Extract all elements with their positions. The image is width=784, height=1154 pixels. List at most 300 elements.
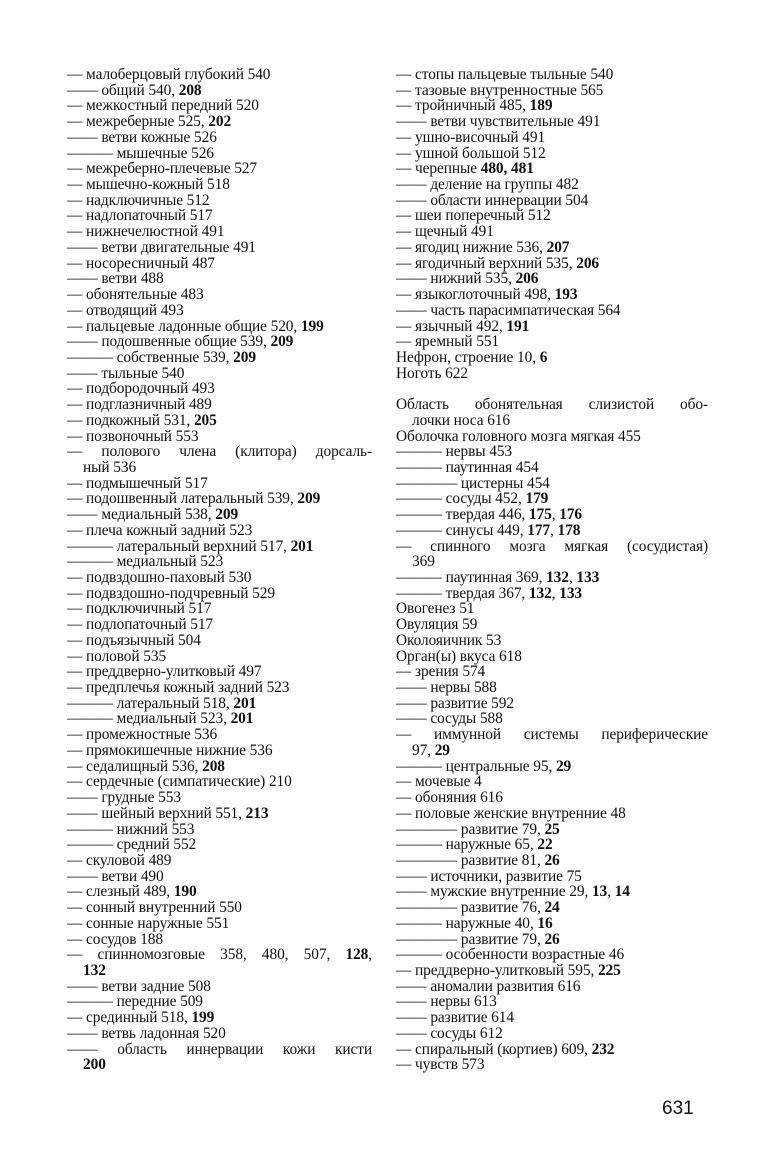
index-entry [396, 67, 708, 83]
index-entry [67, 633, 372, 649]
entry-text: — сонный внутренний 550 [67, 899, 242, 917]
index-entry [396, 1010, 708, 1026]
index-entry [396, 271, 708, 287]
entry-text: — сердечные (симпатические) 210 [67, 773, 292, 791]
entry-bold-page: 6 [539, 348, 548, 366]
entry-text: — подошвенный латеральный 539, [67, 490, 298, 508]
entry-text: —— развитие 614 [396, 1009, 514, 1027]
entry-text: — межреберно-плечевые 527 [67, 160, 257, 178]
index-entry [396, 476, 708, 492]
entry-bold-page: 178 [557, 521, 581, 539]
index-entry [67, 664, 372, 680]
entry-text: —— сосуды 588 [396, 710, 503, 728]
entry-text: — спиральный (кортиев) 609, [396, 1040, 592, 1058]
index-entry [67, 319, 372, 335]
index-entry [396, 822, 708, 838]
page-number: 631 [662, 1098, 694, 1119]
index-entry [396, 649, 708, 665]
index-entry [67, 491, 372, 507]
entry-text: — предплечья кожный задний 523 [67, 679, 290, 697]
entry-text: — надключичные 512 [67, 191, 210, 209]
entry-bold-page: 26 [544, 851, 560, 869]
index-entry [396, 539, 708, 570]
entry-continuation [396, 554, 708, 570]
entry-text: — мышечно-кожный 518 [67, 176, 230, 194]
entry-text: Ноготь 622 [396, 364, 468, 382]
index-entry [67, 161, 372, 177]
index-entry [67, 759, 372, 775]
entry-text: — тазовые внутренностные 565 [396, 81, 604, 99]
entry-text: —— ветви 490 [67, 867, 164, 885]
index-entry [396, 177, 708, 193]
index-entry [396, 916, 708, 932]
entry-bold-page: 128 [345, 946, 369, 964]
entry-text: — подмышечный 517 [67, 474, 208, 492]
entry-bold-page: 25 [544, 820, 560, 838]
entry-continuation [396, 743, 708, 759]
entry-text: Околояичник 53 [396, 631, 502, 649]
index-entry [396, 397, 708, 428]
entry-bold-page: 175 [528, 506, 552, 524]
index-entry [396, 523, 708, 539]
entry-text: — подключичный 517 [67, 600, 212, 618]
index-entry [396, 460, 708, 476]
index-entry [67, 67, 372, 83]
index-entry [396, 366, 708, 382]
entry-text: ——— наружные 65, [396, 836, 538, 854]
entry-text: ——— передние 509 [67, 993, 203, 1011]
entry-bold-page: 213 [245, 804, 269, 822]
index-entry [67, 224, 372, 240]
entry-text: — шеи поперечный 512 [396, 207, 551, 225]
entry-bold-page: 480, 481 [480, 160, 534, 178]
entry-text: —— ветви 488 [67, 270, 164, 288]
index-entry [67, 837, 372, 853]
entry-text: — стопы пальцевые тыльные 540 [396, 66, 614, 83]
index-entry [396, 759, 708, 775]
entry-text: — седалищный 536, [67, 757, 203, 775]
entry-text: — половые женские внутренние 48 [396, 804, 626, 822]
entry-text: —— области иннервации 504 [396, 191, 589, 209]
index-entry [396, 900, 708, 916]
index-entry [396, 601, 708, 617]
index-entry [67, 743, 372, 759]
entry-text: ———— развитие 81, [396, 851, 545, 869]
index-entry [396, 790, 708, 806]
entry-text: — пальцевые ладонные общие 520, [67, 317, 301, 335]
entry-text: — подлопаточный 517 [67, 616, 214, 634]
entry-bold-page: 132 [83, 961, 106, 979]
entry-text: — язычный 492, [396, 317, 507, 335]
index-entry [396, 1042, 708, 1058]
index-entry [67, 1026, 372, 1042]
index-entry [396, 240, 708, 256]
index-entry [396, 869, 708, 885]
entry-bold-page: 176 [559, 506, 583, 524]
index-entry [396, 979, 708, 995]
index-entry [396, 491, 708, 507]
index-entry [67, 853, 372, 869]
index-entry [67, 523, 372, 539]
index-entry [396, 350, 708, 366]
entry-text: ——— собственные 539, [67, 348, 234, 366]
index-entry [396, 806, 708, 822]
index-entry [396, 696, 708, 712]
index-entry [67, 130, 372, 146]
index-entry [396, 586, 708, 602]
index-entry [67, 979, 372, 995]
index-entry [396, 711, 708, 727]
entry-text: —— подошвенные общие 539, [67, 333, 271, 351]
entry-text: ——— синусы 449, [396, 521, 528, 539]
index-entry [67, 617, 372, 633]
entry-bold-page: 13 [591, 883, 608, 901]
entry-text: — сонные наружные 551 [67, 914, 230, 932]
entry-bold-page: 199 [191, 1009, 215, 1027]
entry-text: — спинномозговые 358, 480, 507, [67, 946, 346, 964]
index-entry [396, 224, 708, 240]
index-entry [67, 680, 372, 696]
entry-text: — ягодиц нижние 536, [396, 238, 547, 256]
entry-bold-page: 201 [290, 537, 314, 555]
entry-text: ——— латеральный верхний 517, [67, 537, 291, 555]
entry-bold-page: 209 [233, 348, 256, 366]
entry-text: — чувств 573 [396, 1056, 485, 1074]
entry-text: — подбородочный 493 [67, 380, 215, 398]
entry-text: — ушно-височный 491 [396, 128, 546, 146]
index-entry [67, 287, 372, 303]
entry-text: —— сосуды 612 [396, 1024, 503, 1042]
entry-bold-page: 193 [554, 286, 578, 304]
entry-continuation [67, 963, 372, 979]
index-entry [67, 916, 372, 932]
index-entry [67, 381, 372, 397]
entry-separator: , [368, 946, 372, 964]
entry-text: — надлопаточный 517 [67, 207, 213, 225]
entry-bold-page: 202 [208, 113, 232, 131]
entry-text: — тройничный 485, [396, 97, 530, 115]
entry-text: — половой 535 [67, 647, 167, 665]
index-entry [396, 570, 708, 586]
index-entry [67, 869, 372, 885]
entry-text: —— развитие 592 [396, 694, 514, 712]
entry-text: — нижнечелюстной 491 [67, 223, 225, 241]
index-entry [396, 680, 708, 696]
entry-text: —— шейный верхний 551, [67, 804, 246, 822]
entry-text: — промежностные 536 [67, 726, 218, 744]
index-entry [396, 83, 708, 99]
entry-bold-page: 24 [544, 899, 560, 917]
index-entry [396, 334, 708, 350]
entry-text: —— аномалии развития 616 [396, 977, 581, 995]
index-entry [67, 397, 372, 413]
entry-bold-page: 132 [546, 569, 569, 586]
index-entry [67, 900, 372, 916]
index-entry [396, 774, 708, 790]
entry-bold-page: 209 [297, 490, 321, 508]
entry-text: — межкостный передний 520 [67, 97, 259, 115]
entry-text: — срединный 518, [67, 1009, 192, 1027]
entry-text: — позвоночный 553 [67, 427, 199, 445]
entry-text: ———— развитие 76, [396, 899, 545, 917]
entry-bold-page: 133 [559, 584, 583, 602]
entry-text: — слезный 489, [67, 883, 174, 901]
entry-text: — межреберные 525, [67, 113, 209, 131]
entry-text: ——— центральные 95, [396, 757, 556, 775]
entry-bold-page: 206 [515, 270, 539, 288]
entry-text: ——— паутинная 369, [396, 569, 547, 586]
index-entry [67, 1042, 372, 1073]
index-entry [67, 334, 372, 350]
entry-text: ——— средний 552 [67, 836, 197, 854]
entry-bold-page: 29 [434, 741, 450, 759]
index-entry [67, 444, 372, 475]
index-entry [396, 287, 708, 303]
index-entry [67, 554, 372, 570]
entry-text: ——— медиальный 523, [67, 710, 231, 728]
index-entry [67, 806, 372, 822]
index-entry [67, 429, 372, 445]
entry-text: ———— развитие 79, [396, 820, 545, 838]
entry-text: — иммунной системы периферические [396, 726, 708, 744]
entry-bold-page: 200 [83, 1056, 106, 1074]
index-entry [396, 444, 708, 460]
index-entry [67, 98, 372, 114]
entry-text: — преддверно-улитковый 497 [67, 663, 262, 681]
entry-text: —— область иннервации кожи кисти [67, 1040, 372, 1058]
entry-continuation-text: 97, [412, 741, 435, 759]
entry-text: —— ветви задние 508 [67, 977, 211, 995]
entry-text: —— ветви чувствительные 491 [396, 113, 601, 131]
entry-bold-page: 22 [537, 836, 553, 854]
entry-text: —— грудные 553 [67, 789, 181, 807]
index-entry [67, 146, 372, 162]
index-entry [67, 476, 372, 492]
entry-text: — яремный 551 [396, 333, 500, 351]
entry-continuation-text: лочки носа 616 [412, 411, 510, 429]
entry-text: — ягодичный верхний 535, [396, 254, 577, 272]
entry-text: — подглазничный 489 [67, 396, 212, 414]
entry-text: ——— нижний 553 [67, 820, 195, 838]
index-entry [396, 429, 708, 445]
index-entry [396, 130, 708, 146]
entry-text: —— ветви двигательные 491 [67, 238, 256, 256]
entry-text: —— нижний 535, [396, 270, 516, 288]
entry-bold-page: 201 [230, 710, 254, 728]
index-entry [396, 727, 708, 758]
index-entry [67, 413, 372, 429]
index-entry [396, 853, 708, 869]
entry-text: —— деление на группы 482 [396, 176, 579, 194]
index-entry [67, 208, 372, 224]
entry-bold-page: 208 [202, 757, 225, 775]
index-entry [396, 303, 708, 319]
entry-text: Овуляция 59 [396, 616, 478, 634]
entry-text: ———— развитие 79, [396, 930, 545, 948]
index-entry [396, 193, 708, 209]
index-column-left [67, 67, 372, 1073]
entry-bold-page: 232 [591, 1040, 615, 1058]
entry-bold-page: 199 [300, 317, 324, 335]
index-entry [67, 193, 372, 209]
index-entry [67, 790, 372, 806]
index-entry [67, 507, 372, 523]
index-entry [396, 617, 708, 633]
index-entry [396, 146, 708, 162]
entry-text: —— часть парасимпатическая 564 [396, 301, 621, 319]
entry-text: — черепные [396, 160, 481, 178]
index-entry [67, 696, 372, 712]
entry-bold-page: 179 [525, 490, 549, 508]
entry-continuation [67, 460, 372, 476]
index-entry [396, 947, 708, 963]
index-entry [67, 240, 372, 256]
entry-text: —— нервы 613 [396, 993, 497, 1011]
entry-text: ——— особенности возрастные 46 [396, 946, 625, 964]
entry-bold-page: 29 [555, 757, 572, 775]
entry-bold-page: 132 [528, 584, 552, 602]
index-spacer [396, 381, 708, 397]
index-entry [396, 319, 708, 335]
entry-text: — подвздошно-паховый 530 [67, 569, 252, 586]
entry-text: — обоняния 616 [396, 789, 503, 807]
index-entry [396, 932, 708, 948]
index-entry [396, 1026, 708, 1042]
index-entry [67, 711, 372, 727]
entry-bold-page: 225 [597, 961, 621, 979]
index-entry [67, 271, 372, 287]
entry-text: ——— твердая 446, [396, 506, 529, 524]
entry-bold-page: 16 [537, 914, 553, 932]
entry-text: — языкоглоточный 498, [396, 286, 555, 304]
entry-text: — подъязычный 504 [67, 631, 201, 649]
index-entry [67, 350, 372, 366]
entry-continuation-text: ный 536 [83, 458, 137, 476]
entry-separator: , [551, 506, 560, 524]
entry-bold-page: 14 [614, 883, 630, 901]
index-entry [396, 114, 708, 130]
entry-continuation [396, 413, 708, 429]
index-entry [67, 539, 372, 555]
index-entry [67, 366, 372, 382]
entry-text: — полового члена (клитора) дорсаль- [67, 443, 372, 461]
entry-bold-page: 133 [576, 569, 600, 586]
entry-bold-page: 207 [546, 238, 570, 256]
index-entry [396, 208, 708, 224]
entry-text: —— нервы 588 [396, 679, 497, 697]
entry-continuation-text: 369 [412, 553, 435, 571]
entry-text: ——— паутинная 454 [396, 458, 539, 476]
index-entry [396, 1057, 708, 1073]
entry-bold-page: 191 [506, 317, 530, 335]
index-entry [396, 664, 708, 680]
entry-bold-page: 206 [576, 254, 600, 272]
entry-text: ——— твердая 367, [396, 584, 529, 602]
entry-text: —— ветвь ладонная 520 [67, 1024, 226, 1042]
entry-text: — обонятельные 483 [67, 286, 204, 304]
index-entry [67, 586, 372, 602]
entry-text: ———— цистерны 454 [396, 474, 550, 492]
index-entry [67, 177, 372, 193]
entry-text: —— мужские внутренние 29, [396, 883, 592, 901]
index-entry [396, 161, 708, 177]
entry-text: —— тыльные 540 [67, 364, 185, 382]
entry-text: ——— наружные 40, [396, 914, 538, 932]
index-entry [67, 994, 372, 1010]
entry-text: — щечный 491 [396, 223, 494, 241]
index-entry [396, 98, 708, 114]
entry-separator: , [550, 521, 558, 539]
entry-text: — сосудов 188 [67, 930, 163, 948]
entry-text: ——— медиальный 523 [67, 553, 224, 571]
index-entry [396, 963, 708, 979]
index-entry [396, 837, 708, 853]
index-entry [67, 727, 372, 743]
entry-text: ——— нервы 453 [396, 443, 513, 461]
entry-text: Нефрон, строение 10, [396, 348, 540, 366]
index-entry [67, 774, 372, 790]
entry-text: — спинного мозга мягкая (сосудистая) [396, 537, 708, 555]
entry-separator: , [607, 883, 615, 901]
entry-text: Область обонятельная слизистой обо- [396, 396, 708, 414]
entry-text: —— источники, развитие 75 [396, 867, 582, 885]
entry-bold-page: 201 [233, 694, 257, 712]
entry-text: Оболочка головного мозга мягкая 455 [396, 427, 641, 445]
entry-text: ——— сосуды 452, [396, 490, 526, 508]
entry-bold-page: 209 [215, 506, 239, 524]
index-entry [396, 507, 708, 523]
entry-separator: , [551, 584, 560, 602]
entry-text: —— медиальный 538, [67, 506, 216, 524]
index-entry [67, 570, 372, 586]
entry-text: Овогенез 51 [396, 600, 475, 618]
entry-text: — носоресничный 487 [67, 254, 215, 272]
entry-text: —— общий 540, [67, 81, 179, 99]
entry-text: — малоберцовый глубокий 540 [67, 66, 271, 83]
entry-bold-page: 208 [178, 81, 202, 99]
entry-bold-page: 189 [529, 97, 553, 115]
entry-bold-page: 205 [193, 411, 217, 429]
entry-text: —— ветви кожные 526 [67, 128, 217, 146]
entry-text: — подвздошно-подчревный 529 [67, 584, 275, 602]
index-entry [396, 884, 708, 900]
entry-separator: , [568, 569, 577, 586]
entry-bold-page: 26 [544, 930, 560, 948]
index-entry [67, 303, 372, 319]
entry-text: — подкожный 531, [67, 411, 194, 429]
index-entry [67, 822, 372, 838]
entry-text: ——— мышечные 526 [67, 144, 214, 162]
entry-text: ——— латеральный 518, [67, 694, 234, 712]
index-entry [67, 1010, 372, 1026]
index-entry [67, 256, 372, 272]
index-entry [67, 83, 372, 99]
entry-text: — преддверно-улитковый 595, [396, 961, 598, 979]
index-entry [67, 884, 372, 900]
entry-text: — прямокишечные нижние 536 [67, 741, 273, 759]
entry-text: — отводящий 493 [67, 301, 184, 319]
entry-text: — плеча кожный задний 523 [67, 521, 253, 539]
index-entry [67, 947, 372, 978]
entry-bold-page: 190 [173, 883, 197, 901]
entry-bold-page: 177 [527, 521, 551, 539]
index-entry [67, 649, 372, 665]
entry-text: Орган(ы) вкуса 618 [396, 647, 522, 665]
index-entry [396, 256, 708, 272]
entry-continuation [67, 1057, 372, 1073]
index-entry [67, 114, 372, 130]
index-column-right [396, 67, 708, 1073]
